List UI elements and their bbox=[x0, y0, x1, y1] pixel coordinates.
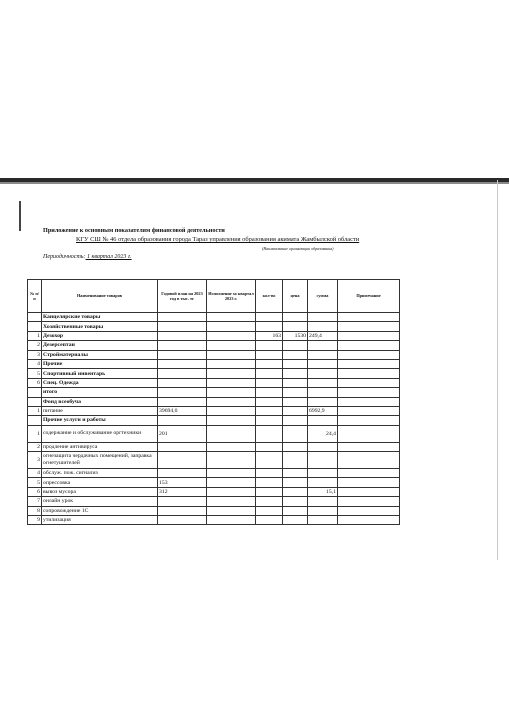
row-sum bbox=[308, 378, 338, 387]
row-name: итого bbox=[42, 388, 158, 397]
table-row bbox=[28, 416, 400, 425]
row-number: 5 bbox=[28, 369, 42, 378]
row-price bbox=[283, 487, 308, 496]
table-row bbox=[28, 478, 400, 487]
row-name: Канцелярские товары bbox=[42, 313, 158, 322]
organization-name bbox=[76, 236, 359, 243]
row-plan: 201 bbox=[158, 425, 207, 442]
row-price bbox=[283, 425, 308, 442]
row-name: Дезохор bbox=[42, 331, 158, 340]
row-execution bbox=[207, 350, 256, 359]
row-note bbox=[338, 359, 400, 368]
row-sum bbox=[308, 442, 338, 451]
row-sum bbox=[308, 350, 338, 359]
row-execution bbox=[207, 369, 256, 378]
row-qty bbox=[256, 359, 283, 368]
row-execution bbox=[207, 341, 256, 350]
table-row bbox=[28, 452, 400, 469]
table-row bbox=[28, 442, 400, 451]
row-qty: 163 bbox=[256, 331, 283, 340]
row-sum bbox=[308, 341, 338, 350]
organization-caption: (Наименование организации образования) bbox=[262, 246, 334, 251]
row-number bbox=[28, 388, 42, 397]
row-number: 3 bbox=[28, 350, 42, 359]
row-plan bbox=[158, 350, 207, 359]
row-price bbox=[283, 497, 308, 506]
row-plan bbox=[158, 397, 207, 406]
row-execution bbox=[207, 322, 256, 331]
row-note bbox=[338, 452, 400, 469]
row-execution bbox=[207, 478, 256, 487]
row-qty bbox=[256, 416, 283, 425]
row-number: 4 bbox=[28, 469, 42, 478]
row-note bbox=[338, 350, 400, 359]
row-sum bbox=[308, 322, 338, 331]
row-price bbox=[283, 322, 308, 331]
row-execution bbox=[207, 516, 256, 525]
row-number: 2 bbox=[28, 442, 42, 451]
row-plan bbox=[158, 497, 207, 506]
row-price bbox=[283, 313, 308, 322]
goods-table bbox=[27, 279, 400, 525]
row-qty bbox=[256, 388, 283, 397]
row-note bbox=[338, 469, 400, 478]
row-plan: 312 bbox=[158, 487, 207, 496]
row-note bbox=[338, 478, 400, 487]
row-execution bbox=[207, 331, 256, 340]
row-number: 9 bbox=[28, 516, 42, 525]
row-plan bbox=[158, 359, 207, 368]
row-note bbox=[338, 497, 400, 506]
row-execution bbox=[207, 416, 256, 425]
col-price-header: цена bbox=[283, 280, 308, 313]
col-note-header: Примечание bbox=[338, 280, 400, 313]
row-price bbox=[283, 388, 308, 397]
row-plan bbox=[158, 442, 207, 451]
row-note bbox=[338, 416, 400, 425]
table-row bbox=[28, 397, 400, 406]
table-row bbox=[28, 369, 400, 378]
table-row bbox=[28, 322, 400, 331]
row-plan bbox=[158, 341, 207, 350]
table-row bbox=[28, 516, 400, 525]
row-qty bbox=[256, 341, 283, 350]
table-row bbox=[28, 350, 400, 359]
row-sum bbox=[308, 516, 338, 525]
table-row bbox=[28, 487, 400, 496]
row-price bbox=[283, 469, 308, 478]
table-row bbox=[28, 388, 400, 397]
row-number: 1 bbox=[28, 331, 42, 340]
row-execution bbox=[207, 378, 256, 387]
row-qty bbox=[256, 397, 283, 406]
row-plan: 153 bbox=[158, 478, 207, 487]
row-sum bbox=[308, 478, 338, 487]
row-number bbox=[28, 322, 42, 331]
table-row bbox=[28, 506, 400, 515]
organization-name-text: КГУ СШ № 46 отдела образования города Тараз управления образования акимата Жамбылской области bbox=[76, 236, 360, 243]
row-plan bbox=[158, 469, 207, 478]
row-name: Прочие услуги и работы bbox=[42, 416, 158, 425]
table-header-row bbox=[28, 280, 400, 313]
row-note bbox=[338, 369, 400, 378]
row-price bbox=[283, 406, 308, 415]
table-row bbox=[28, 469, 400, 478]
row-sum bbox=[308, 506, 338, 515]
row-plan bbox=[158, 331, 207, 340]
table-row bbox=[28, 341, 400, 350]
row-plan bbox=[158, 506, 207, 515]
page-right-edge bbox=[497, 180, 498, 560]
binder-mark bbox=[19, 201, 21, 231]
row-qty bbox=[256, 478, 283, 487]
row-number: 1 bbox=[28, 425, 42, 442]
row-price: 1530 bbox=[283, 331, 308, 340]
row-qty bbox=[256, 425, 283, 442]
row-note bbox=[338, 388, 400, 397]
row-plan bbox=[158, 322, 207, 331]
row-number: 8 bbox=[28, 506, 42, 515]
row-execution bbox=[207, 497, 256, 506]
row-qty bbox=[256, 313, 283, 322]
row-qty bbox=[256, 378, 283, 387]
row-number: 3 bbox=[28, 452, 42, 469]
row-note bbox=[338, 322, 400, 331]
period-value: 1 квартал 2023 г. bbox=[85, 254, 132, 260]
row-price bbox=[283, 506, 308, 515]
document-title: Приложение к основным показателям финансовой деятельности bbox=[43, 227, 225, 234]
table-row bbox=[28, 313, 400, 322]
row-execution bbox=[207, 406, 256, 415]
row-sum: 6992,9 bbox=[308, 406, 338, 415]
row-number: 4 bbox=[28, 359, 42, 368]
row-note bbox=[338, 378, 400, 387]
row-name: питание bbox=[42, 406, 158, 415]
row-price bbox=[283, 478, 308, 487]
row-qty bbox=[256, 497, 283, 506]
row-price bbox=[283, 397, 308, 406]
row-note bbox=[338, 425, 400, 442]
row-sum bbox=[308, 388, 338, 397]
row-price bbox=[283, 416, 308, 425]
row-note bbox=[338, 313, 400, 322]
row-sum bbox=[308, 497, 338, 506]
row-number: 7 bbox=[28, 497, 42, 506]
row-plan bbox=[158, 369, 207, 378]
row-execution bbox=[207, 469, 256, 478]
row-plan bbox=[158, 388, 207, 397]
row-price bbox=[283, 341, 308, 350]
row-price bbox=[283, 452, 308, 469]
row-price bbox=[283, 442, 308, 451]
row-execution bbox=[207, 487, 256, 496]
row-name: сопровождение 1С bbox=[42, 506, 158, 515]
row-sum bbox=[308, 359, 338, 368]
page-top-shadow bbox=[0, 182, 509, 184]
row-qty bbox=[256, 369, 283, 378]
row-sum bbox=[308, 452, 338, 469]
row-name: онлайн урок bbox=[42, 497, 158, 506]
row-qty bbox=[256, 506, 283, 515]
row-qty bbox=[256, 322, 283, 331]
table-row bbox=[28, 425, 400, 442]
row-name: вывоз мусора bbox=[42, 487, 158, 496]
row-sum bbox=[308, 313, 338, 322]
row-name: Стройматериалы bbox=[42, 350, 158, 359]
row-plan bbox=[158, 452, 207, 469]
row-note bbox=[338, 506, 400, 515]
row-sum: 24,4 bbox=[308, 425, 338, 442]
row-sum bbox=[308, 397, 338, 406]
row-price bbox=[283, 369, 308, 378]
row-qty bbox=[256, 350, 283, 359]
col-number-header: № п/п bbox=[28, 280, 42, 313]
row-number: 1 bbox=[28, 406, 42, 415]
row-name: обслуж. пож. сигнализ bbox=[42, 469, 158, 478]
row-note bbox=[338, 487, 400, 496]
row-sum bbox=[308, 469, 338, 478]
row-execution bbox=[207, 313, 256, 322]
row-name: продление антивируса bbox=[42, 442, 158, 451]
col-qty-header: кол-во bbox=[256, 280, 283, 313]
row-name: огнезащита чердачных помещений, заправка огнетушителей bbox=[42, 452, 158, 469]
row-note bbox=[338, 341, 400, 350]
period-label: Периодичность: bbox=[43, 254, 86, 260]
row-sum: 249,4 bbox=[308, 331, 338, 340]
row-qty bbox=[256, 469, 283, 478]
row-execution bbox=[207, 452, 256, 469]
row-plan bbox=[158, 516, 207, 525]
row-note bbox=[338, 406, 400, 415]
row-name: содержание и обслуживание оргтехники bbox=[42, 425, 158, 442]
row-price bbox=[283, 359, 308, 368]
row-number: 5 bbox=[28, 478, 42, 487]
row-price bbox=[283, 516, 308, 525]
row-qty bbox=[256, 406, 283, 415]
row-name: Фонд всеобуча bbox=[42, 397, 158, 406]
table-row bbox=[28, 331, 400, 340]
row-number bbox=[28, 397, 42, 406]
table-row bbox=[28, 378, 400, 387]
row-name: Дезерсептан bbox=[42, 341, 158, 350]
row-number: 6 bbox=[28, 487, 42, 496]
row-name: Спец. Одежда bbox=[42, 378, 158, 387]
row-note bbox=[338, 516, 400, 525]
row-execution bbox=[207, 359, 256, 368]
col-plan-header: Годовой план на 2023 год в тыс. тг bbox=[158, 280, 207, 313]
row-plan bbox=[158, 378, 207, 387]
row-number bbox=[28, 313, 42, 322]
row-note bbox=[338, 397, 400, 406]
row-price bbox=[283, 378, 308, 387]
row-plan bbox=[158, 416, 207, 425]
row-qty bbox=[256, 487, 283, 496]
row-number: 2 bbox=[28, 341, 42, 350]
row-qty bbox=[256, 442, 283, 451]
row-execution bbox=[207, 397, 256, 406]
row-plan: 39694,0 bbox=[158, 406, 207, 415]
row-qty bbox=[256, 516, 283, 525]
row-name: утилизация bbox=[42, 516, 158, 525]
row-name: Прочие bbox=[42, 359, 158, 368]
row-name: опрессовка bbox=[42, 478, 158, 487]
row-number: 6 bbox=[28, 378, 42, 387]
row-price bbox=[283, 350, 308, 359]
row-plan bbox=[158, 313, 207, 322]
row-execution bbox=[207, 425, 256, 442]
table-row bbox=[28, 406, 400, 415]
table-row bbox=[28, 497, 400, 506]
col-execution-header: Исполнение за квартал 2023 г. bbox=[207, 280, 256, 313]
row-note bbox=[338, 442, 400, 451]
col-sum-header: сумма bbox=[308, 280, 338, 313]
row-sum bbox=[308, 369, 338, 378]
row-sum bbox=[308, 416, 338, 425]
row-qty bbox=[256, 452, 283, 469]
row-name: Спортивный инвентарь bbox=[42, 369, 158, 378]
row-execution bbox=[207, 506, 256, 515]
table-row bbox=[28, 359, 400, 368]
row-number bbox=[28, 416, 42, 425]
row-name: Хозяйственные товары bbox=[42, 322, 158, 331]
row-execution bbox=[207, 442, 256, 451]
row-sum: 15,1 bbox=[308, 487, 338, 496]
period bbox=[43, 254, 132, 260]
row-note bbox=[338, 331, 400, 340]
row-execution bbox=[207, 388, 256, 397]
col-name-header: Наименование товаров bbox=[42, 280, 158, 313]
